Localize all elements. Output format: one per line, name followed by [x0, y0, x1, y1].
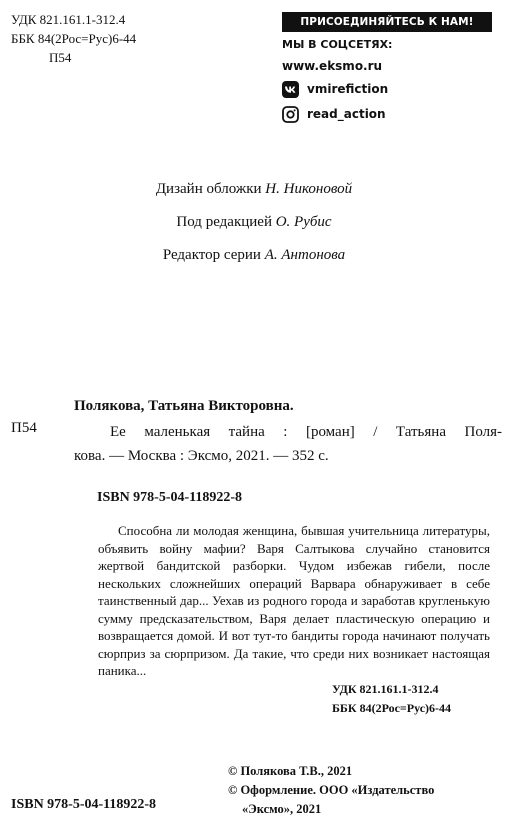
vk-icon — [282, 81, 299, 98]
bottom-udk: УДК 821.161.1-312.4 — [332, 682, 439, 696]
bottom-isbn: ISBN 978-5-04-118922-8 — [11, 797, 157, 812]
author-mark: П54 — [49, 50, 72, 65]
catalog-code: П54 — [11, 420, 37, 436]
editor-label: Под редакцией — [176, 214, 272, 230]
top-classification — [11, 10, 136, 67]
series-name: А. Антонова — [264, 247, 346, 263]
abstract-text: Способна ли молодая женщина, бывшая учительница литературы, объявить войну мафии? Варя Салтыкова случайно становится жертвой бандитской разборки. Чудом избежав гибели, после нескольких сложнейших операций Варвара обнаруживает в себе таинственный дар... Уехав из родного города и заработав кругленькую сумму предсказательством, Варя делает пластическую операцию и возвращается домой. И вот тут-то бандиты города начинают получать сюрприз за сюрпризом. Да такие, что среди них возникает настоящая паника... — [98, 523, 490, 678]
bbk-code: ББК 84(2Рос=Рус)6-44 — [11, 31, 137, 46]
series-credit — [0, 239, 508, 272]
abstract — [98, 522, 490, 680]
bottom-codes — [332, 680, 451, 718]
cover-credit — [0, 173, 508, 206]
catalog-isbn: ISBN 978-5-04-118922-8 — [97, 490, 243, 505]
vk-handle: vmirefiction — [307, 82, 389, 96]
website-link[interactable]: www.eksmo.ru — [282, 59, 383, 73]
social-subtitle: МЫ В СОЦСЕТЯХ: — [282, 38, 393, 51]
vk-row[interactable] — [282, 79, 492, 99]
catalog-author: Полякова, Татьяна Викторовна. — [74, 398, 294, 414]
catalog-line-1: Ее маленькая тайна : [роман] / Татьяна Поля- — [110, 424, 502, 440]
bottom-bbk: ББК 84(2Рос=Рус)6-44 — [332, 701, 452, 715]
copyright-publisher: «Эксмо», 2021 — [242, 802, 322, 816]
editor-name: О. Рубис — [275, 214, 332, 230]
cover-name: Н. Никоновой — [265, 181, 353, 197]
instagram-row[interactable] — [282, 104, 492, 124]
copyright-design: © Оформление. ООО «Издательство — [228, 783, 435, 797]
instagram-handle: read_action — [307, 107, 386, 121]
udk-code: УДК 821.161.1-312.4 — [11, 12, 126, 27]
join-banner: ПРИСОЕДИНЯЙТЕСЬ К НАМ! — [282, 12, 492, 32]
catalog-description — [74, 420, 502, 468]
copyright-author: © Полякова Т.В., 2021 — [228, 764, 353, 778]
editor-credit — [0, 206, 508, 239]
copyright — [228, 762, 496, 819]
instagram-icon — [282, 106, 299, 123]
social-block — [282, 12, 492, 124]
catalog-line-2: кова. — Москва : Эксмо, 2021. — 352 с. — [74, 448, 329, 464]
cover-label: Дизайн обложки — [155, 181, 262, 197]
credits — [0, 173, 508, 272]
series-label: Редактор серии — [162, 247, 261, 263]
